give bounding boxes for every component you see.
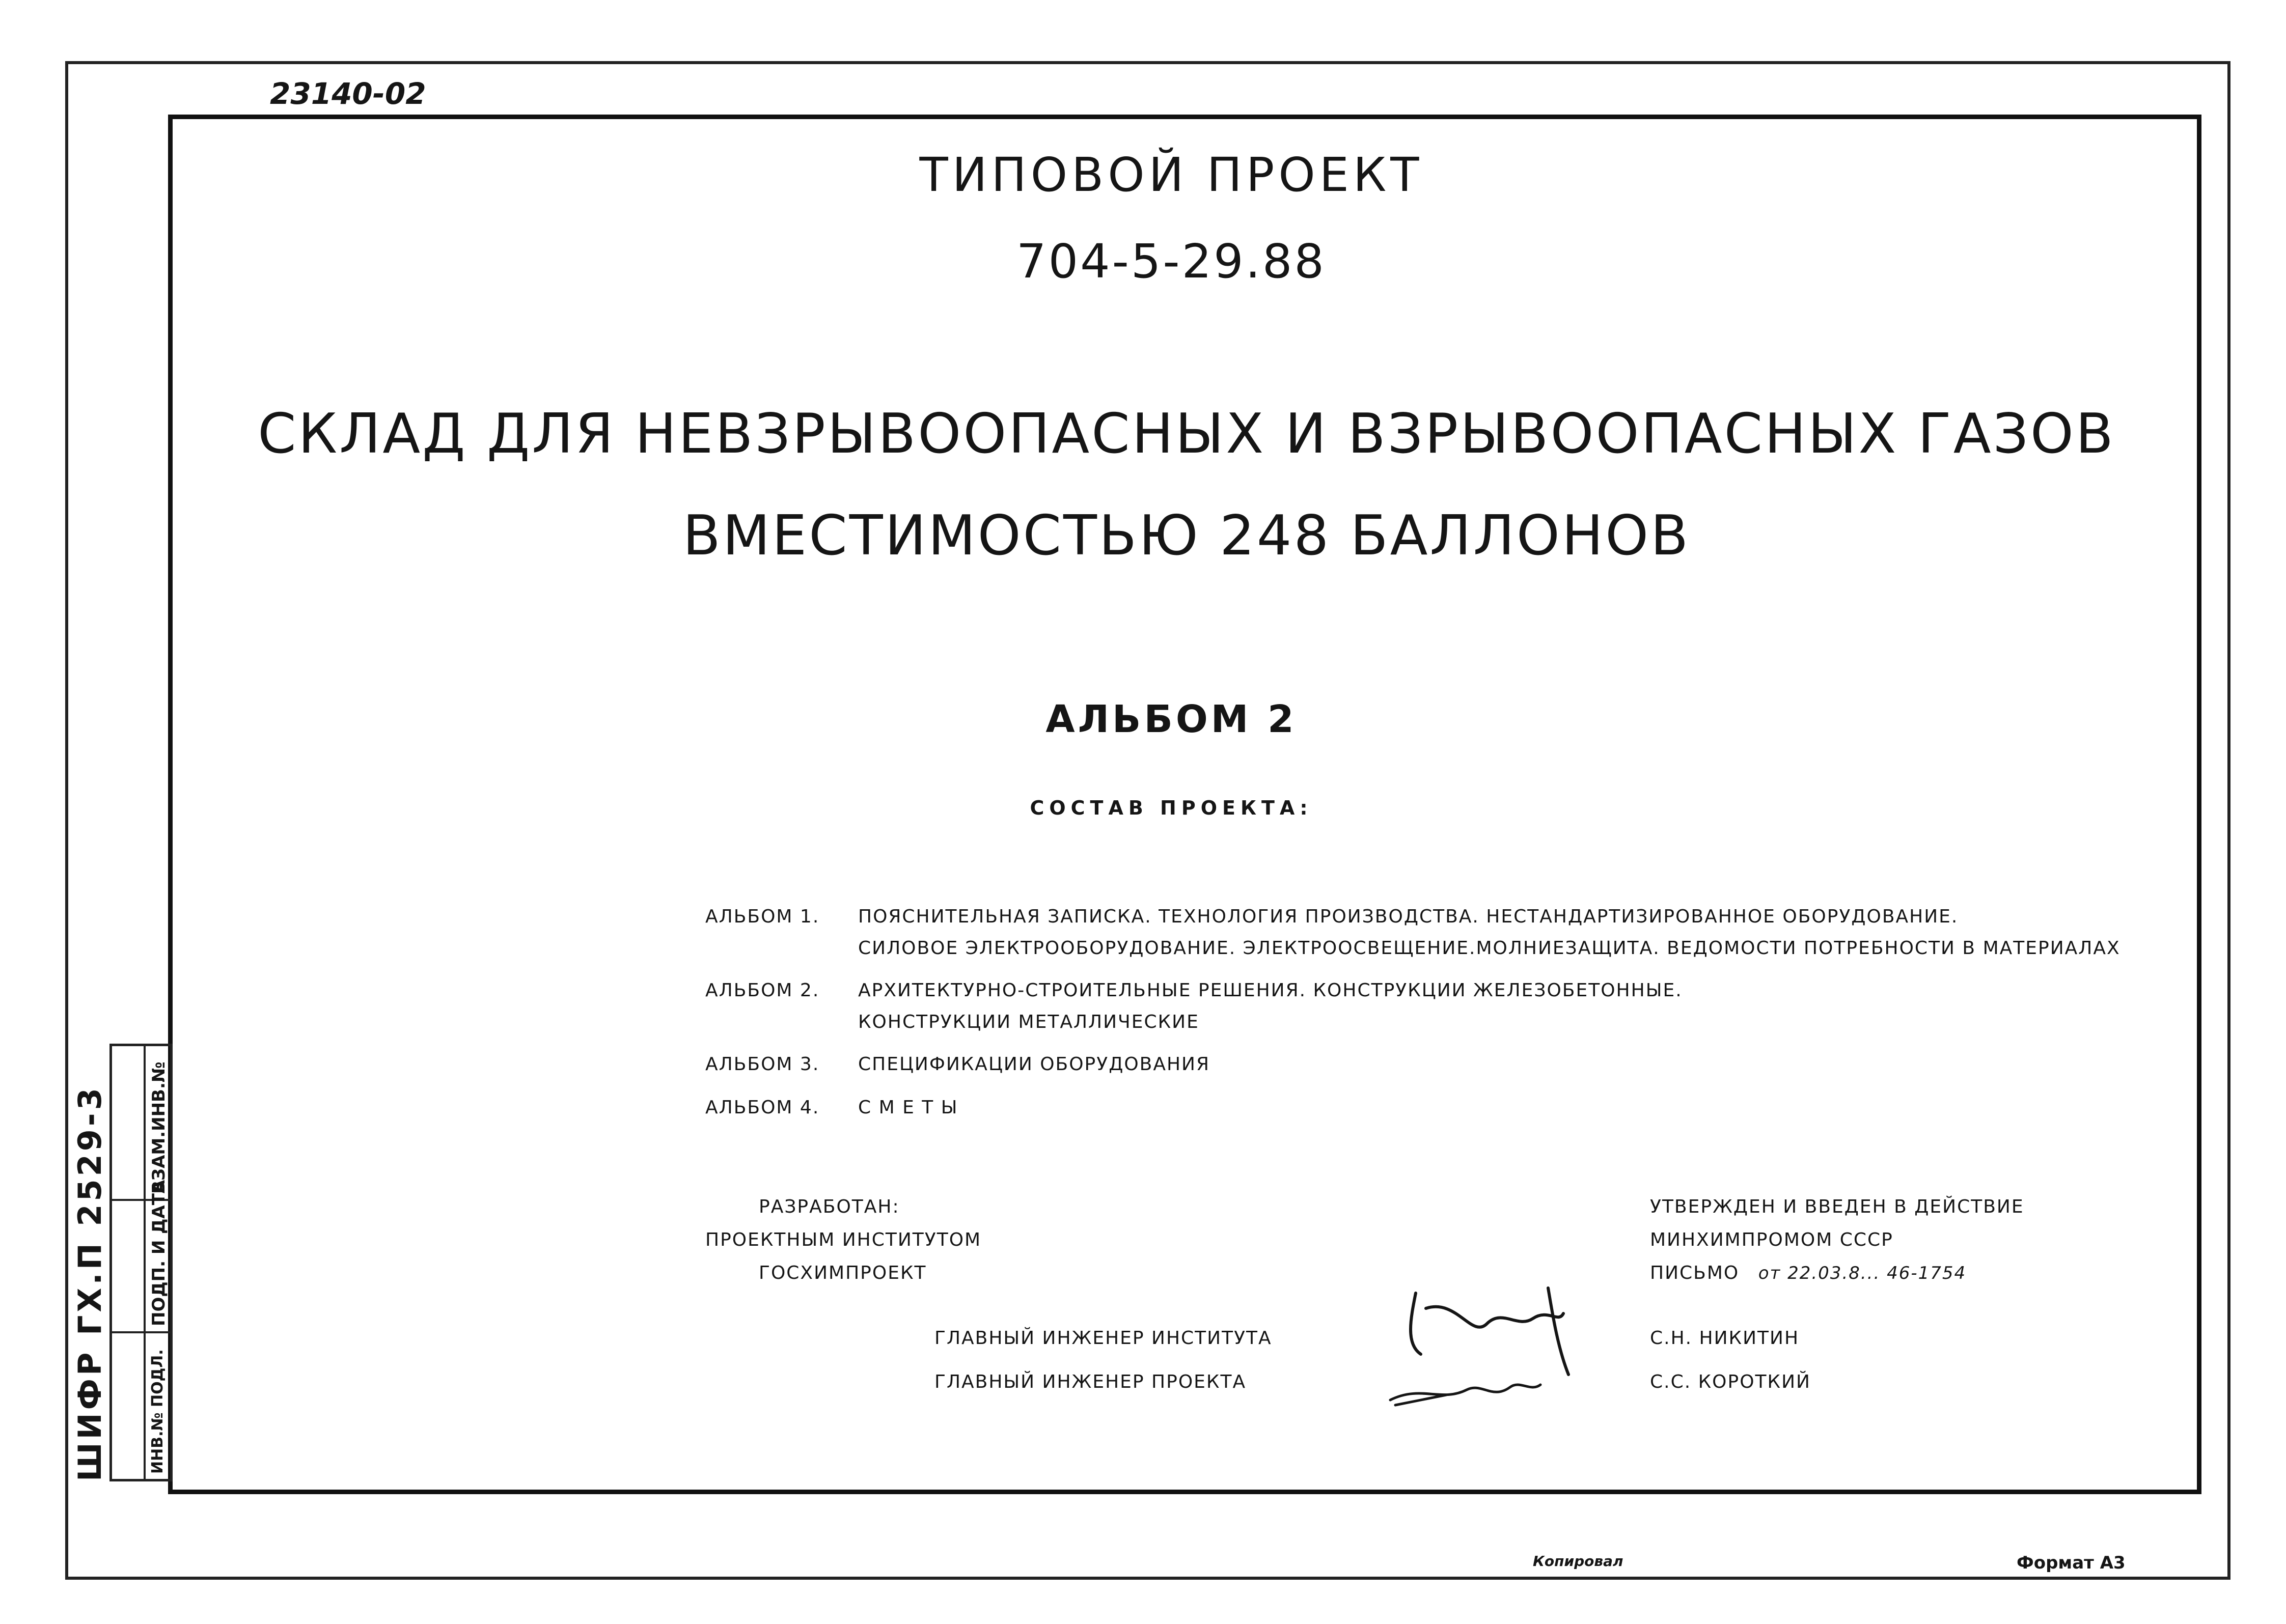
signature-mark-2 [1385, 1364, 1548, 1410]
sidebar-column-divider [144, 1046, 146, 1479]
approval-letter-label: ПИСЬМО [1650, 1263, 1740, 1283]
album-row-line: ПОЯСНИТЕЛЬНАЯ ЗАПИСКА. ТЕХНОЛОГИЯ ПРОИЗВОДСТВА. НЕСТАНДАРТИЗИРОВАННОЕ ОБОРУДОВАНИЕ. [858, 906, 1959, 927]
sidebar-cell-label-1: ВЗАМ.ИНВ.№ [149, 1061, 169, 1194]
approval-letter-value: от 22.03.8... 46-1754 [1758, 1263, 1967, 1283]
album-row-label: АЛЬБОМ 2. [705, 980, 820, 1001]
main-title-line-2: ВМЕСТИМОСТЬЮ 248 БАЛЛОНОВ [682, 504, 1691, 568]
approval-line-1: УТВЕРЖДЕН И ВВЕДЕН В ДЕЙСТВИЕ [1650, 1196, 2024, 1217]
footer-format: Формат А3 [2017, 1553, 2126, 1573]
album-row-line: СИЛОВОЕ ЭЛЕКТРООБОРУДОВАНИЕ. ЭЛЕКТРООСВЕЩЕНИЕ.МОЛНИЕЗАЩИТА. ВЕДОМОСТИ ПОТРЕБНОСТИ В МАТЕРИАЛАХ [858, 938, 2120, 959]
developer-heading: РАЗРАБОТАН: [759, 1196, 900, 1217]
album-row-label: АЛЬБОМ 4. [705, 1097, 820, 1118]
main-title-line-1: СКЛАД ДЛЯ НЕВЗРЫВООПАСНЫХ И ВЗРЫВООПАСНЫХ ГАЗОВ [258, 402, 2115, 466]
sidebar-title-block [109, 1044, 173, 1481]
album-row [705, 1092, 958, 1124]
sidebar-divider-2 [112, 1331, 170, 1333]
project-number: 704-5-29.88 [1016, 234, 1326, 289]
developer-line-1: ПРОЕКТНЫМ ИНСТИТУТОМ [705, 1229, 982, 1250]
signature-name-1: С.Н. НИКИТИН [1650, 1328, 1800, 1349]
sidebar-code: ШИФР ГХ.П 2529-3 [71, 1085, 108, 1481]
album-row-label: АЛЬБОМ 1. [705, 906, 820, 927]
album-row-line: С М Е Т Ы [858, 1097, 958, 1118]
signature-name-2: С.С. КОРОТКИЙ [1650, 1371, 1811, 1392]
developer-line-2: ГОСХИМПРОЕКТ [759, 1263, 927, 1283]
album-row-line: СПЕЦИФИКАЦИИ ОБОРУДОВАНИЯ [858, 1054, 1210, 1075]
album-row [705, 975, 1683, 1038]
album-number: АЛЬБОМ 2 [1045, 697, 1297, 741]
album-row [705, 1049, 1210, 1080]
sidebar-cell-label-2: ПОДП. И ДАТА [149, 1180, 169, 1326]
album-row-label: АЛЬБОМ 3. [705, 1054, 820, 1075]
approval-letter [1650, 1257, 1966, 1289]
sidebar-cell-label-3: ИНВ.№ ПОДЛ. [149, 1349, 167, 1474]
project-type-heading: ТИПОВОЙ ПРОЕКТ [919, 148, 1423, 202]
document-code: 23140-02 [270, 76, 426, 111]
footer-copied: Копировал [1533, 1553, 1623, 1570]
composition-heading: СОСТАВ ПРОЕКТА: [1030, 797, 1313, 819]
signature-role-1: ГЛАВНЫЙ ИНЖЕНЕР ИНСТИТУТА [934, 1328, 1272, 1349]
album-row [705, 901, 2120, 964]
signature-role-2: ГЛАВНЫЙ ИНЖЕНЕР ПРОЕКТА [934, 1371, 1247, 1392]
album-row-line: КОНСТРУКЦИИ МЕТАЛЛИЧЕСКИЕ [858, 1012, 1199, 1032]
approval-line-2: МИНХИМПРОМОМ СССР [1650, 1229, 1893, 1250]
album-row-line: АРХИТЕКТУРНО-СТРОИТЕЛЬНЫЕ РЕШЕНИЯ. КОНСТРУКЦИИ ЖЕЛЕЗОБЕТОННЫЕ. [858, 980, 1683, 1001]
